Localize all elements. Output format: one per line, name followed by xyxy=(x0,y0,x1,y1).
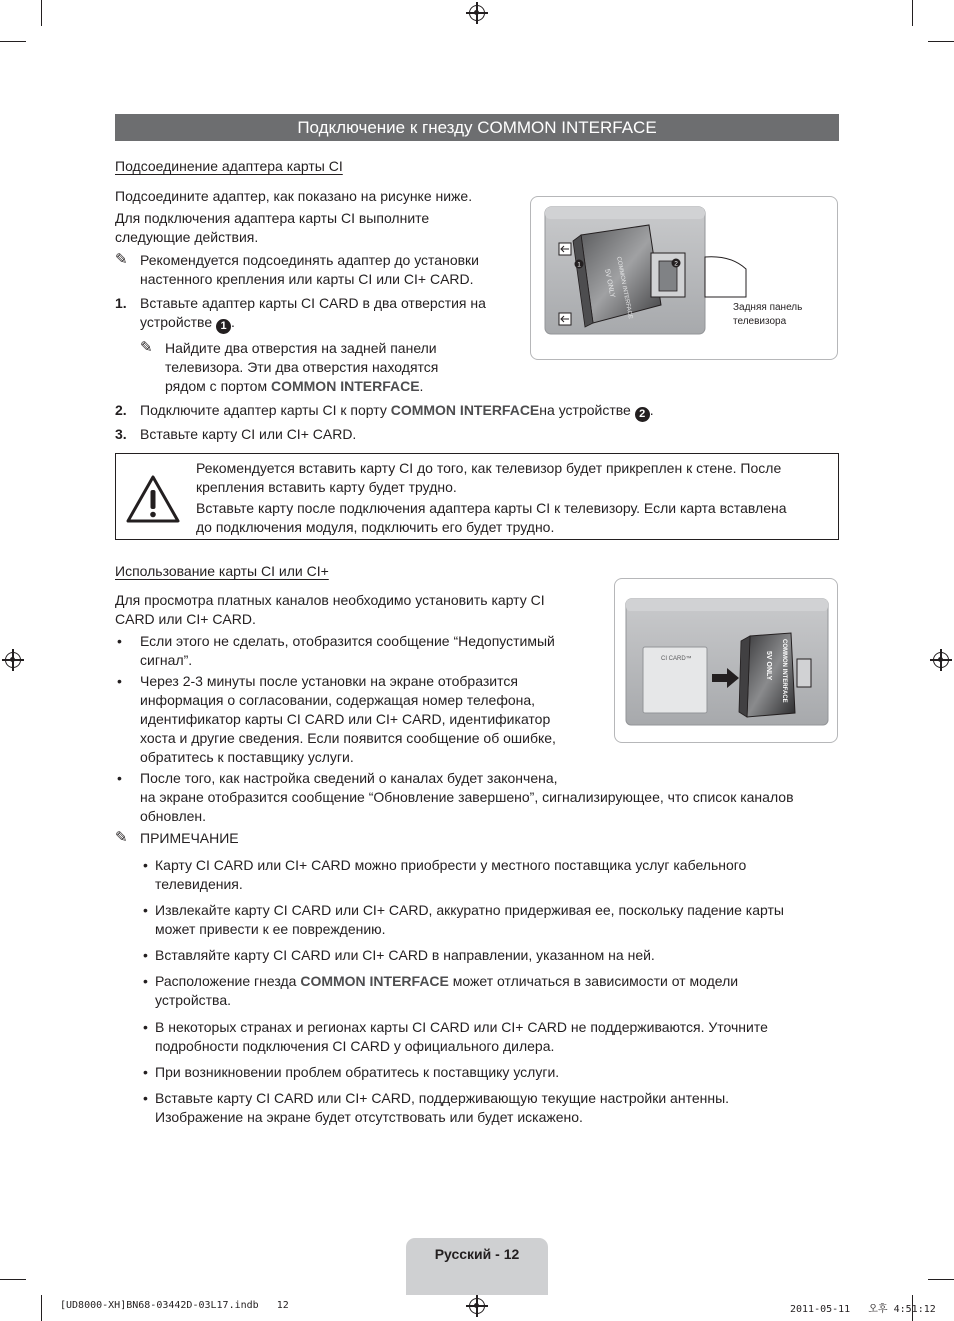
note-text: Рекомендуется подсоединять адаптер до установки xyxy=(140,252,479,268)
note-item-text xyxy=(155,972,738,991)
step-text-part: на устройстве xyxy=(539,402,631,418)
note-bullet-icon: • xyxy=(143,1019,148,1035)
note-text: телевизора. Эти два отверстия находятся xyxy=(165,359,439,375)
intro-text: Для просмотра платных каналов необходимо установить карту CI xyxy=(115,592,545,608)
intro-text: следующие действия. xyxy=(115,229,259,245)
adapter-label-common-interface: COMMON INTERFACE xyxy=(781,639,787,703)
bullet-text: Если этого не сделать, отобразится сообщение “Недопустимый xyxy=(140,633,555,649)
page-title: Подключение к гнезду COMMON INTERFACE xyxy=(115,114,839,141)
caution-text: Вставьте карту после подключения адаптера карты CI к телевизору. Если карта вставлена xyxy=(196,500,787,516)
bullet-icon: • xyxy=(117,673,122,689)
note-item-text: подробности подключения CI CARD у официального дилера. xyxy=(155,1038,555,1054)
registration-mark-icon xyxy=(469,1298,485,1314)
figure-caption: телевизора xyxy=(733,316,787,327)
note-text: настенного крепления или карты CI или CI+ CARD. xyxy=(140,271,474,287)
bullet-text: Через 2-3 минуты после установки на экране отобразится xyxy=(140,673,518,689)
note-bullet-icon: • xyxy=(143,857,148,873)
note-label: ПРИМЕЧАНИЕ xyxy=(140,830,239,846)
crop-mark xyxy=(0,41,26,42)
bullet-text: хоста и другие сведения. Если появится сообщение об ошибке, xyxy=(140,730,556,746)
note-item-text: Извлекайте карту CI CARD или CI+ CARD, аккуратно придерживая ее, поскольку падение карты xyxy=(155,902,784,918)
note-bullet-icon: • xyxy=(143,902,148,918)
adapter-label-5v-only: 5V ONLY xyxy=(603,268,616,299)
tv-back-panel-illustration xyxy=(531,197,837,359)
note-bullet-icon: • xyxy=(143,947,148,963)
caution-box xyxy=(115,453,839,540)
intro-text: Для подключения адаптера карты CI выполните xyxy=(115,210,430,226)
note-text: рядом с портом COMMON INTERFACE. xyxy=(165,378,424,394)
note-item-text: При возникновении проблем обратитесь к поставщику услуги. xyxy=(155,1064,560,1080)
figure-caption: Задняя панель xyxy=(733,302,803,313)
intro-text: CARD или CI+ CARD. xyxy=(115,611,256,627)
common-interface-label: COMMON INTERFACE xyxy=(300,973,449,989)
note-item-part: Расположение гнезда xyxy=(155,973,297,989)
note-item-text: телевидения. xyxy=(155,876,243,892)
note-item-text: Вставляйте карту CI CARD или CI+ CARD в направлении, указанном на ней. xyxy=(155,947,655,963)
step-text-part: Подключите адаптер карты CI к порту xyxy=(140,402,387,418)
bullet-icon: • xyxy=(117,770,122,786)
registration-mark-icon xyxy=(933,652,949,668)
bullet-text: сигнал”. xyxy=(140,652,193,668)
step-number: 2. xyxy=(115,402,127,418)
page-number: Русский - 12 xyxy=(434,1246,520,1262)
marker-2-icon: 2 xyxy=(635,407,650,422)
crop-mark xyxy=(41,0,42,26)
footer-file-info: [UD8000-XH]BN68-03442D-03L17.indb 12 xyxy=(60,1300,289,1311)
note-bullet-icon: • xyxy=(143,1090,148,1106)
ci-card-insertion-illustration xyxy=(615,579,837,742)
common-interface-label: COMMON INTERFACE xyxy=(270,378,420,394)
step-text-part: устройстве xyxy=(140,314,213,330)
bullet-text: информация о согласовании, содержащая номер телефона, xyxy=(140,692,536,708)
registration-mark-icon xyxy=(469,5,485,21)
footer-timestamp: 2011-05-11 오후 4:51:12 xyxy=(790,1304,936,1315)
bullet-text: идентификатор карты CI CARD или CI+ CARD, идентификатор xyxy=(140,711,551,727)
step-text: Подключите адаптер карты CI к порту COMMON INTERFACEна устройстве 2 . xyxy=(140,402,654,420)
bullet-icon: • xyxy=(117,633,122,649)
crop-mark xyxy=(912,0,913,26)
caution-text: крепления вставить карту будет трудно. xyxy=(196,479,457,495)
intro-text: Подсоедините адаптер, как показано на рисунке ниже. xyxy=(115,188,473,204)
registration-mark-icon xyxy=(5,652,21,668)
note-bullet-icon: • xyxy=(143,973,148,989)
note-text: Найдите два отверстия на задней панели xyxy=(165,340,437,356)
note-item-text: устройства. xyxy=(155,992,232,1008)
note-item-text: Изображение на экране будет отсутствовать или будет искажено. xyxy=(155,1109,583,1125)
step-number: 3. xyxy=(115,426,127,442)
warning-triangle-icon xyxy=(125,474,181,524)
pencil-note-icon: ✎ xyxy=(115,251,128,268)
note-item-text: Вставьте карту CI CARD или CI+ CARD, поддерживающую текущие настройки антенны. xyxy=(155,1090,730,1106)
note-item-text: может привести к ее повреждению. xyxy=(155,921,386,937)
adapter-label-common-interface: COMMON INTERFACE xyxy=(615,256,634,320)
note-bullet-icon: • xyxy=(143,1064,148,1080)
bullet-text: После того, как настройка сведений о каналах будет закончена, xyxy=(140,770,558,786)
bullet-text: на экране отобразится сообщение “Обновление завершено”, сигнализирующее, что список каналов xyxy=(140,789,794,805)
bullet-text: обратитесь к поставщику услуги. xyxy=(140,749,354,765)
figure-ci-adapter-connection xyxy=(530,196,838,360)
step-text: Вставьте адаптер карты CI CARD в два отверстия на xyxy=(140,295,486,311)
crop-mark xyxy=(0,1279,26,1280)
step-text: Вставьте карту CI или CI+ CARD. xyxy=(140,426,357,442)
pencil-note-icon: ✎ xyxy=(140,339,153,356)
section-heading-ci-adapter: Подсоединение адаптера карты CI xyxy=(115,158,343,174)
crop-mark xyxy=(928,1279,954,1280)
figure-ci-card-insertion xyxy=(614,578,838,743)
pencil-note-icon: ✎ xyxy=(115,829,128,846)
bullet-text: обновлен. xyxy=(140,808,207,824)
caution-text: Рекомендуется вставить карту CI до того, как телевизор будет прикреплен к стене. После xyxy=(196,460,782,476)
ci-card-label: CI CARD™ xyxy=(661,656,692,662)
crop-mark xyxy=(928,41,954,42)
section-heading-ci-card-usage: Использование карты CI или CI+ xyxy=(115,563,329,579)
adapter-label-5v-only: 5V ONLY xyxy=(765,651,772,681)
page-number-tab xyxy=(406,1238,548,1295)
marker-1-icon: 1 xyxy=(216,319,231,334)
step-text: устройстве 1 . xyxy=(140,314,235,332)
figure-marker-1: 1 xyxy=(577,261,581,269)
caution-text: до подключения модуля, подключить его будет трудно. xyxy=(196,519,555,535)
figure-marker-2: 2 xyxy=(674,260,678,268)
step-number: 1. xyxy=(115,295,127,311)
common-interface-label: COMMON INTERFACE xyxy=(390,402,540,418)
note-item-text: Карту CI CARD или CI+ CARD можно приобрести у местного поставщика услуг кабельного xyxy=(155,857,747,873)
note-text-part: рядом с портом xyxy=(165,378,268,394)
note-item-text: В некоторых странах и регионах карты CI CARD или CI+ CARD не поддерживаются. Уточните xyxy=(155,1019,768,1035)
crop-mark xyxy=(41,1295,42,1321)
note-item-part: может отличаться в зависимости от модели xyxy=(452,973,739,989)
